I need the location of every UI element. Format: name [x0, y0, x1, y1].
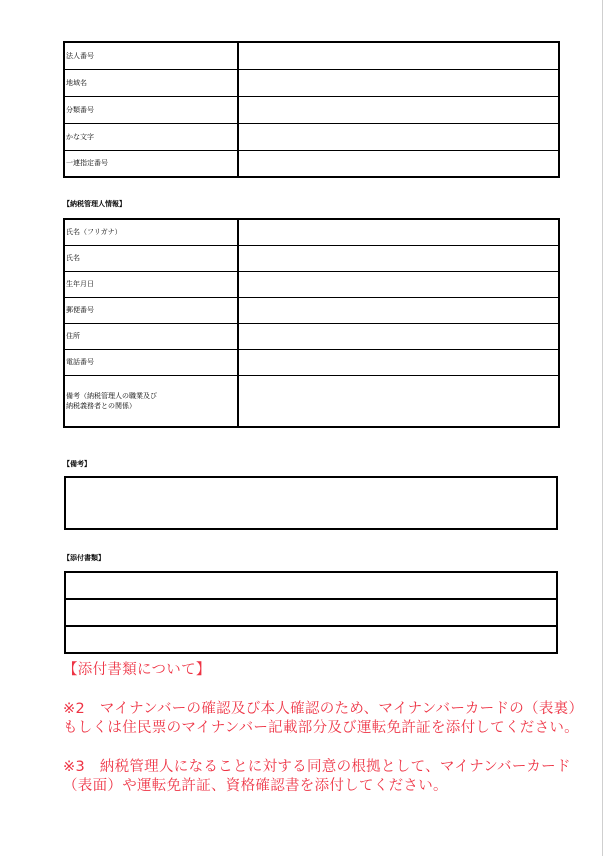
field-label: 法人番号 — [64, 42, 238, 69]
table-row — [64, 42, 559, 69]
attachment-notes — [63, 661, 583, 797]
birth-date-field[interactable] — [238, 271, 559, 297]
field-label: 氏名 — [64, 245, 238, 271]
table-row — [64, 349, 559, 375]
note-2: ※2 マイナンバーの確認及び本人確認のため、マイナンバーカードの（表裏）もしくは住民票のマイナンバー記載部分及び運転免許証を添付してください。 — [63, 700, 579, 736]
field-label: 一連指定番号 — [64, 150, 238, 177]
table-row — [64, 150, 559, 177]
table-row — [64, 271, 559, 297]
table-row — [64, 375, 559, 427]
field-label: 地域名 — [64, 69, 238, 96]
corporate-info-table — [63, 41, 560, 178]
field-label: 電話番号 — [64, 349, 238, 375]
table-row — [64, 245, 559, 271]
field-label: 住所 — [64, 323, 238, 349]
address-field[interactable] — [238, 323, 559, 349]
remarks-section-title: 【備考】 — [63, 460, 91, 468]
table-row — [64, 297, 559, 323]
occupation-relationship-field[interactable] — [238, 375, 559, 427]
attachments-section-title: 【添付書類】 — [63, 554, 105, 562]
note-3: ※3 納税管理人になることに対する同意の根拠として、マイナンバーカード（表面）や運転免許証、資格確認書を添付してください。 — [63, 758, 571, 794]
notes-heading: 【添付書類について】 — [63, 662, 211, 678]
field-label-line1: 備考（納税管理人の職業及び — [66, 391, 157, 400]
corporate-number-field[interactable] — [238, 42, 559, 69]
table-row — [64, 323, 559, 349]
field-label: かな文字 — [64, 123, 238, 150]
tax-agent-table — [63, 218, 560, 428]
name-furigana-field[interactable] — [238, 219, 559, 245]
field-label: 生年月日 — [64, 271, 238, 297]
tax-agent-section-title: 【納税管理人情報】 — [63, 200, 126, 208]
field-label: 氏名（フリガナ） — [64, 219, 238, 245]
region-name-field[interactable] — [238, 69, 559, 96]
serial-number-field[interactable] — [238, 150, 559, 177]
phone-number-field[interactable] — [238, 349, 559, 375]
attachment-field-2[interactable] — [66, 600, 556, 627]
remarks-field[interactable] — [64, 476, 558, 530]
table-row — [64, 123, 559, 150]
table-row — [64, 96, 559, 123]
field-label: 分類番号 — [64, 96, 238, 123]
kana-character-field[interactable] — [238, 123, 559, 150]
table-row — [64, 219, 559, 245]
scrollbar[interactable] — [602, 0, 609, 856]
field-label: 郵便番号 — [64, 297, 238, 323]
classification-number-field[interactable] — [238, 96, 559, 123]
attachment-field-3[interactable] — [66, 627, 556, 652]
field-label-line2: 納税義務者との関係） — [66, 401, 136, 410]
attachments-table — [64, 571, 558, 654]
name-field[interactable] — [238, 245, 559, 271]
attachment-field-1[interactable] — [66, 573, 556, 600]
postal-code-field[interactable] — [238, 297, 559, 323]
table-row — [64, 69, 559, 96]
field-label — [64, 375, 238, 427]
